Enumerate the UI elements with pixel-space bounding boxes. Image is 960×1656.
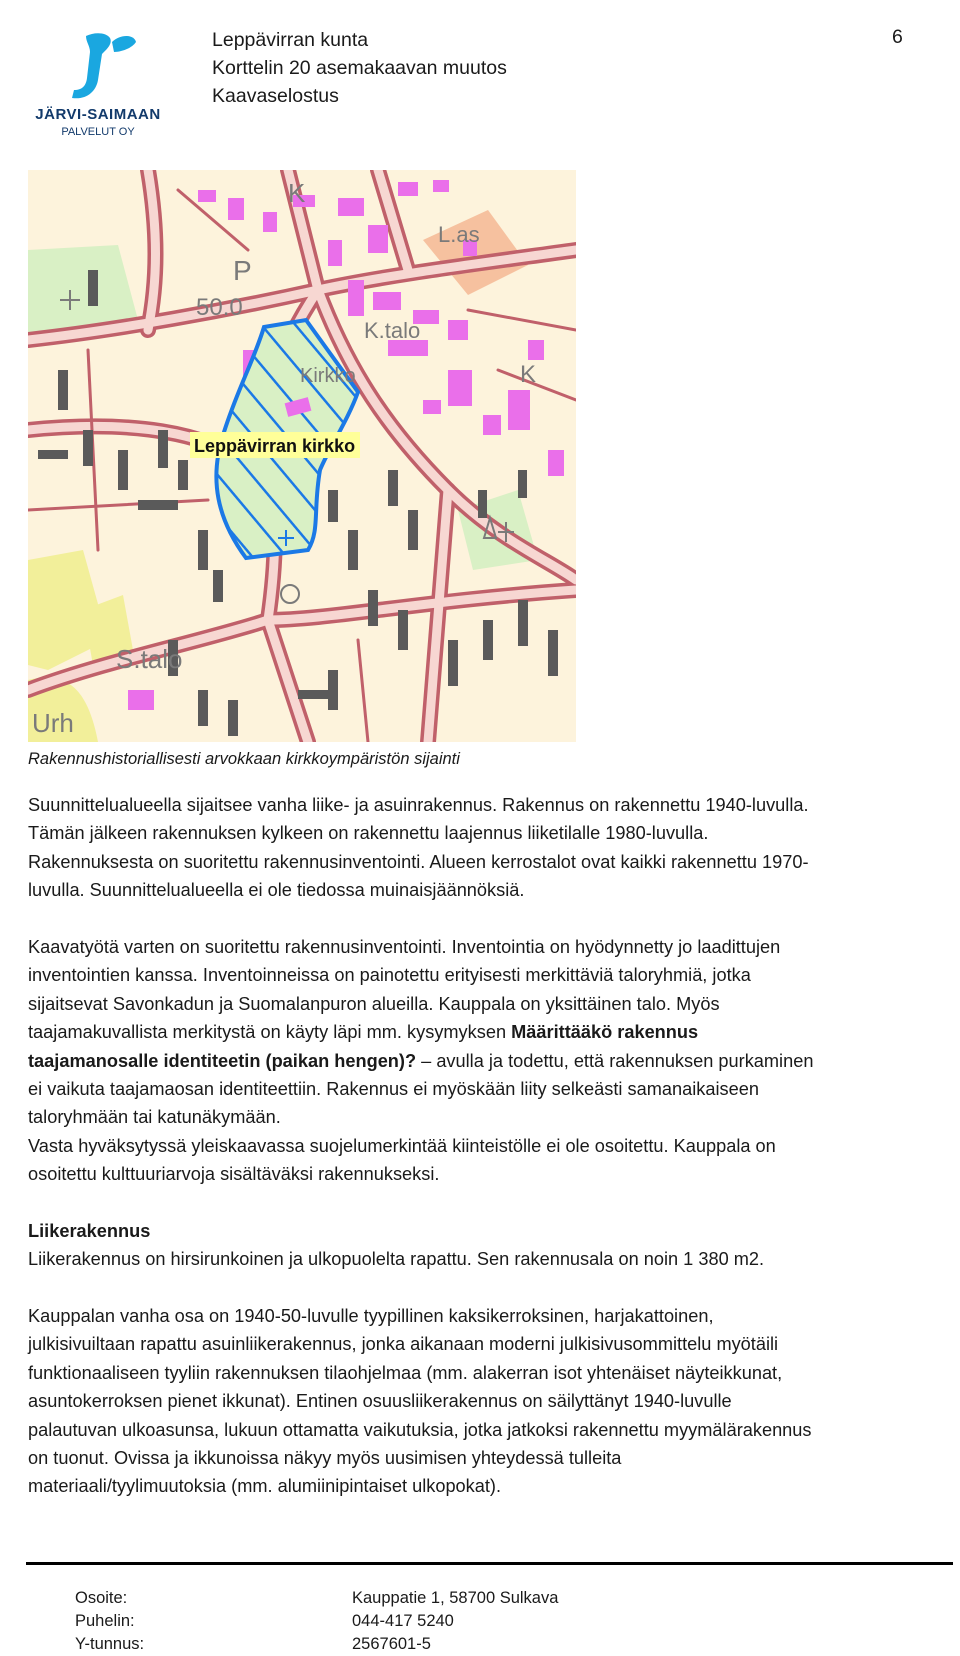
text-line: luvulla. Suunnittelualueella ei ole tiedossa muinaisjäännöksiä. (28, 880, 525, 901)
bold-question-part-1: Määrittääkö rakennus (511, 1022, 699, 1043)
logo-subtitle: PALVELUT OY (61, 126, 135, 138)
text-line: Kauppalan vanha osa on 1940-50-luvulle tyypillinen kaksikerroksinen, harjakattoinen, (28, 1306, 714, 1326)
text-line (28, 1047, 950, 1075)
map-label-p: P (233, 255, 252, 286)
map-label-las: L.as (438, 222, 480, 247)
footer-address: Kauppatie 1, 58700 Sulkava (352, 1589, 559, 1607)
footer-business-id: 2567601-5 (352, 1635, 431, 1653)
footer-values (352, 1587, 558, 1656)
text-line: on tuonut. Ovissa ja ikkunoissa näkyy myös uusimisen yhteydessä tulleita (28, 1448, 622, 1469)
text-line: osoitettu kulttuuriarvoja sisältäväksi rakennukseksi. (28, 1164, 440, 1185)
page-number: 6 (892, 26, 903, 48)
logo-name: JÄRVI-SAIMAAN (35, 106, 161, 123)
location-map (28, 170, 576, 742)
text-line: Rakennuksesta on suoritettu rakennusinventointi. Alueen kerrostalot ovat kaikki rakennettu 1970- (28, 851, 809, 872)
logo-mark-icon (28, 28, 168, 108)
text-line: Kaavatyötä varten on suoritettu rakennusinventointi. Inventointia on hyödynnetty jo laadittujen (28, 937, 781, 957)
text-line: Liikerakennus on hirsirunkoinen ja ulkopuolelta rapattu. Sen rakennusala on noin 1 380 m2. (28, 1249, 765, 1270)
text-line (28, 1018, 950, 1046)
map-highlight-label: Leppävirran kirkko (194, 436, 356, 456)
text-line: taloryhmään tai katunäkymään. (28, 1107, 281, 1128)
text-line: inventointien kanssa. Inventoinneissa on painotettu erityisesti merkittäviä taloryhmiä, jotka (28, 965, 751, 986)
footer-label-business-id: Y-tunnus: (75, 1635, 145, 1653)
text-line-justified: Vasta hyväksytyssä yleiskaavassa suojelumerkintää kiinteistölle ei ole osoitettu. Kauppala on (28, 1135, 776, 1156)
footer-label-phone: Puhelin: (75, 1612, 135, 1630)
map-label-kirkko: Kirkko (300, 365, 356, 387)
paragraph-2 (28, 933, 950, 1189)
footer-label-address: Osoite: (75, 1589, 128, 1607)
text-line: sijaitsevat Savonkadun ja Suomalanpuron alueilla. Kauppala on yksittäinen talo. Myös (28, 993, 720, 1014)
text-line: funktionaaliseen tyyliin rakennuksen tilaohjelmaa (mm. alakerran isot yhtenäiset näyteikkunat, (28, 1362, 783, 1383)
paragraph-1 (28, 791, 950, 905)
map-label-stalo: S.talo (116, 644, 183, 674)
map-image (28, 170, 576, 742)
text-span: – avulla ja todettu, että rakennuksen purkaminen (416, 1050, 814, 1071)
header-doc-type: Kaavaselostus (212, 85, 339, 107)
company-logo (28, 28, 168, 146)
map-label-ktalo: K.talo (364, 318, 421, 343)
map-label-p-value: 50.0 (196, 294, 243, 321)
text-line: Tämän jälkeen rakennuksen kylkeen on rakennettu laajennus liiketilalle 1980-luvulla. (28, 823, 709, 844)
section-liikerakennus (28, 1217, 950, 1274)
text-line: Suunnittelualueella sijaitsee vanha liike- ja asuinrakennus. Rakennus on rakennettu 1940-luvulla. (28, 795, 809, 815)
text-line: palautuvan ulkoasunsa, lukuun ottamatta vaikutuksia, jotka jatkoksi rakennettu myymälärakennus (28, 1419, 812, 1440)
footer-labels (75, 1587, 144, 1656)
map-label-k1: K (288, 178, 306, 208)
footer-divider (26, 1562, 953, 1565)
text-line: asuntokerroksen pienet ikkunat). Entinen osuusliikerakennus on säilyttänyt 1940-luvulle (28, 1391, 732, 1412)
header-municipality: Leppävirran kunta (212, 29, 369, 51)
paragraph-4 (28, 1302, 950, 1501)
header-plan-title: Korttelin 20 asemakaavan muutos (212, 57, 507, 79)
bold-question-part-2: taajamanosalle identiteetin (paikan hengen)? (28, 1050, 417, 1071)
text-span: taajamakuvallista merkitystä on käyty läpi mm. kysymyksen (28, 1022, 512, 1043)
text-line: ei vaikuta taajamaosan identiteettiin. Rakennus ei myöskään liity selkeästi samanaikaiseen (28, 1079, 759, 1100)
map-label-urh: Urh (32, 708, 74, 738)
footer-phone: 044-417 5240 (352, 1612, 454, 1630)
document-header (212, 26, 507, 110)
text-line: materiaali/tyylimuutoksia (mm. alumiinipintaiset ulkopokat). (28, 1476, 502, 1497)
text-line: julkisivuiltaan rapattu asuinliikerakennus, jonka aikanaan moderni julkisivusommittelu myötäili (28, 1334, 779, 1355)
section-heading: Liikerakennus (28, 1221, 151, 1241)
map-label-k2: K (520, 361, 537, 388)
map-caption: Rakennushistoriallisesti arvokkaan kirkkoympäristön sijainti (28, 750, 460, 768)
